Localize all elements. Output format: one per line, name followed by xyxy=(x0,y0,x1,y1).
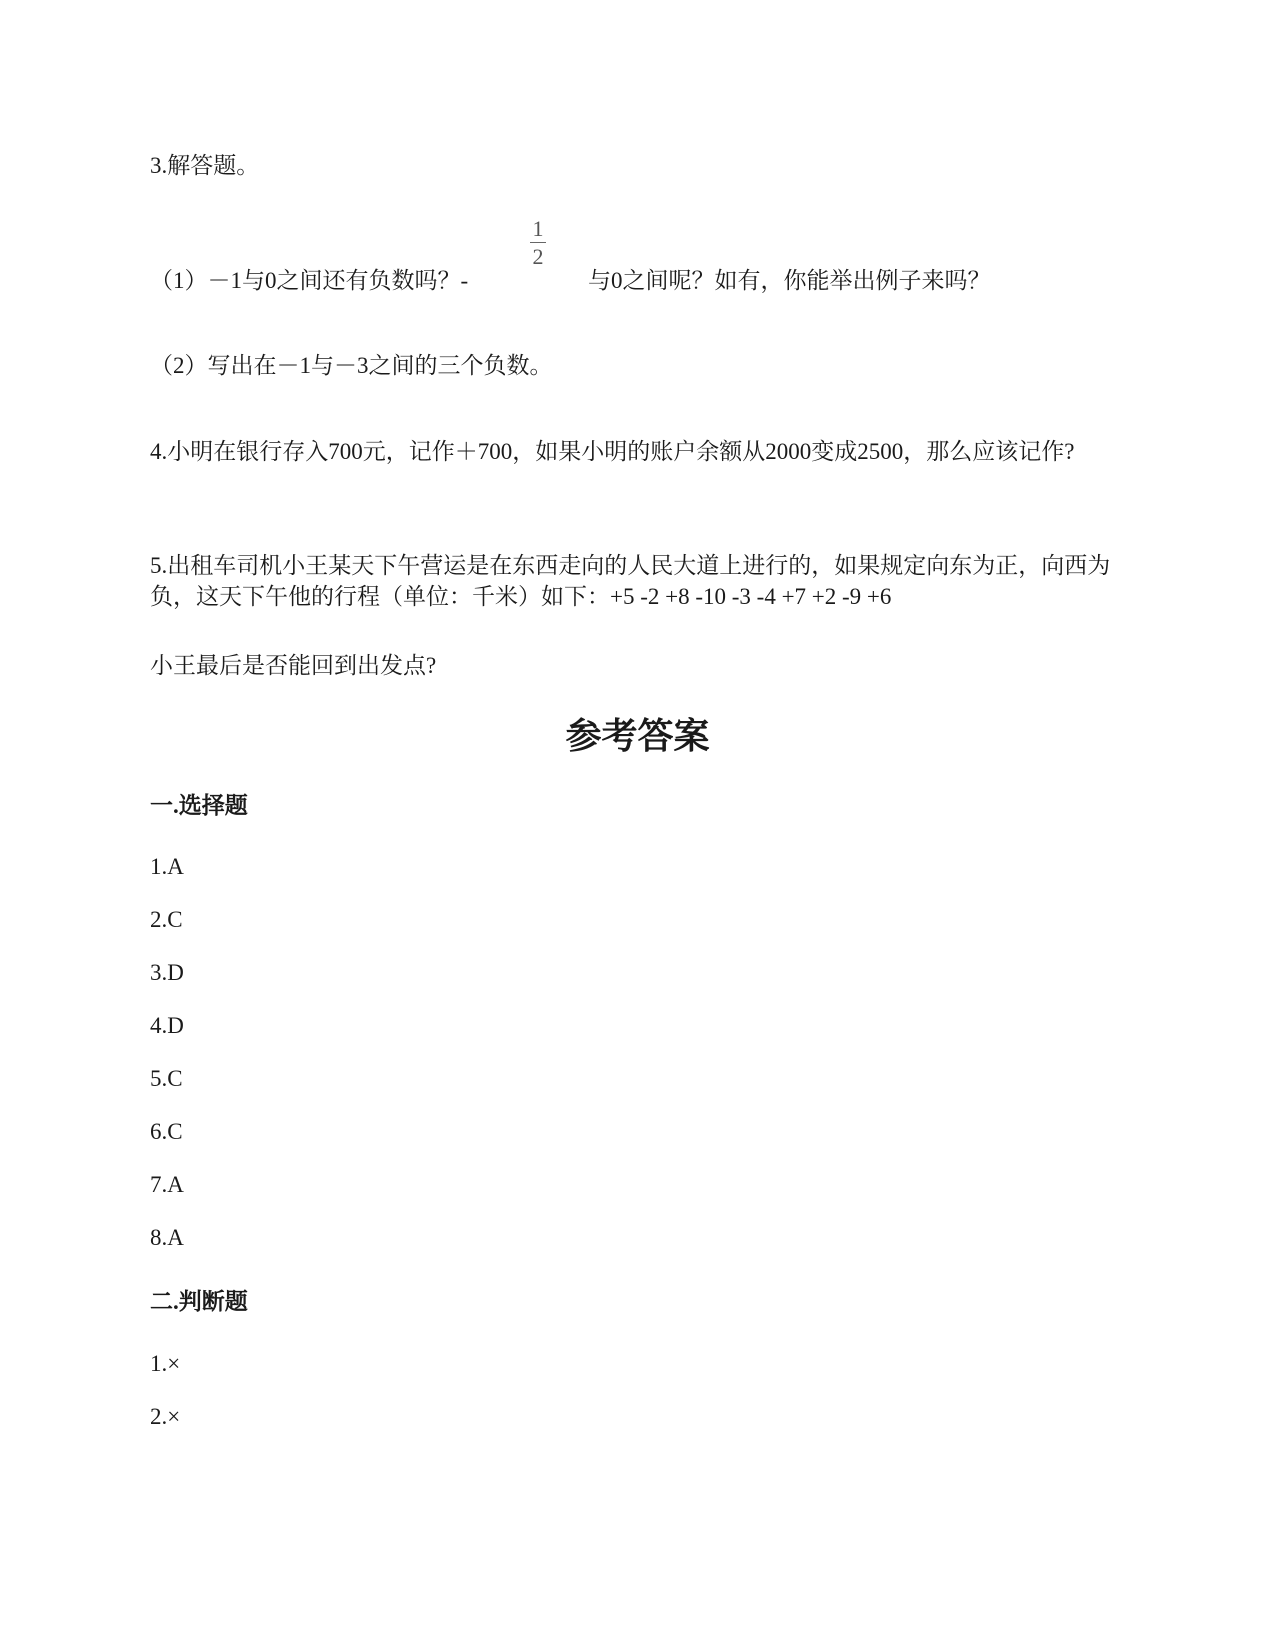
question-5-followup: 小王最后是否能回到出发点? xyxy=(150,653,437,678)
section-choice-heading: 一.选择题 xyxy=(150,793,248,818)
answer-item: 5.C xyxy=(150,1066,183,1091)
answer-item: 7.A xyxy=(150,1172,184,1197)
question-3-part-1-continuation: 与0之间呢？如有，你能举出例子来吗？ xyxy=(588,268,991,293)
answer-item: 4.D xyxy=(150,1013,184,1038)
question-5: 5.出租车司机小王某天下午营运是在东西走向的人民大道上进行的，如果规定向东为正，向西为负，这天下午他的行程（单位：千米）如下：+5 -2 +8 -10 -3 -4 +7 +2 -9 +6 xyxy=(150,553,1111,609)
question-4: 4.小明在银行存入700元，记作＋700，如果小明的账户余额从2000变成2500，那么应该记作? xyxy=(150,439,1075,464)
section-judgment-heading: 二.判断题 xyxy=(150,1289,248,1314)
question-3-part-1-text: （1）－1与0之间还有负数吗？- xyxy=(150,268,469,293)
answer-item: 1.A xyxy=(150,854,184,879)
question-3-heading: 3.解答题。 xyxy=(150,153,260,178)
answer-item: 2.× xyxy=(150,1404,181,1429)
fraction-bar xyxy=(530,242,546,243)
answer-item: 2.C xyxy=(150,907,183,932)
answer-item: 8.A xyxy=(150,1225,184,1250)
fraction-denominator: 2 xyxy=(532,244,544,269)
answer-item: 1.× xyxy=(150,1351,181,1376)
fraction-numerator: 1 xyxy=(532,216,544,241)
answer-key-title: 参考答案 xyxy=(565,716,710,756)
question-3-part-2: （2）写出在－1与－3之间的三个负数。 xyxy=(150,353,553,378)
fraction-one-half xyxy=(520,218,556,268)
answer-item: 3.D xyxy=(150,960,184,985)
answer-item: 6.C xyxy=(150,1119,183,1144)
